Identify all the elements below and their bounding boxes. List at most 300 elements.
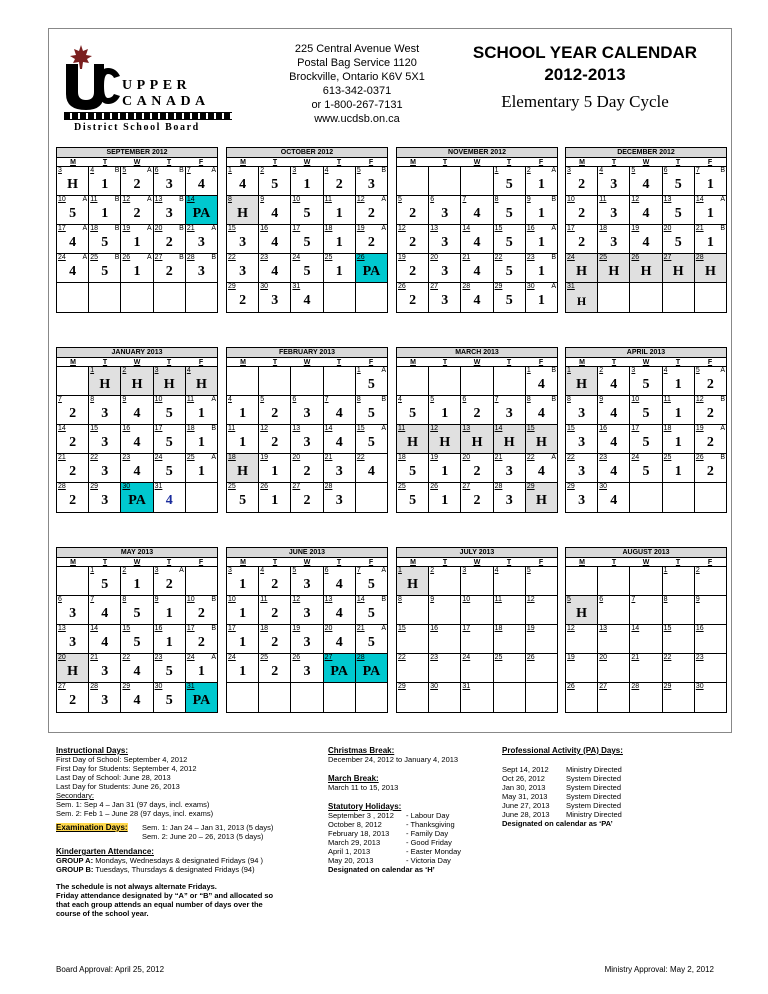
weekday-header — [57, 158, 217, 167]
date-number: 4 — [228, 396, 232, 403]
cycle-day: 3 — [101, 664, 109, 679]
day-cell — [663, 654, 695, 682]
day-cell — [566, 254, 598, 282]
cycle-day: 3 — [101, 693, 109, 708]
cycle-day: 3 — [610, 235, 618, 250]
statutory-holiday-row — [328, 838, 498, 847]
kg-group-a-text: Mondays, Wednesdays & designated Fridays (94 ) — [95, 856, 264, 865]
day-cell — [154, 254, 186, 282]
cycle-day: 5 — [133, 635, 141, 650]
week-row — [57, 283, 217, 312]
weekday-label: F — [368, 559, 374, 566]
board-approval: Board Approval: April 25, 2012 — [56, 965, 165, 974]
day-cell — [259, 167, 291, 195]
cycle-day: 4 — [610, 493, 618, 508]
day-cell — [663, 567, 695, 595]
day-cell — [526, 683, 557, 712]
date-number: 5 — [122, 167, 127, 174]
date-number: 11 — [90, 196, 98, 203]
cycle-day: 1 — [197, 406, 205, 421]
cycle-day: 3 — [505, 406, 513, 421]
week-row — [397, 654, 557, 683]
cycle-day: 5 — [409, 406, 417, 421]
day-cell — [663, 196, 695, 224]
cycle-day: 4 — [473, 264, 481, 279]
cycle-day: 4 — [165, 493, 173, 508]
week-row — [227, 596, 387, 625]
cycle-day: PA — [330, 664, 349, 679]
day-cell — [186, 625, 217, 653]
month-name: AUGUST 2013 — [566, 548, 726, 558]
footer-middle-column — [328, 746, 498, 874]
day-cell — [259, 567, 291, 595]
day-cell — [259, 254, 291, 282]
cycle-day: 5 — [642, 406, 650, 421]
day-cell — [397, 625, 429, 653]
cycle-day: 2 — [409, 293, 417, 308]
kindergarten-group: A — [82, 196, 88, 203]
cycle-day: 1 — [335, 206, 343, 221]
cycle-day: 1 — [537, 264, 545, 279]
cycle-day: H — [576, 377, 588, 392]
day-cell — [526, 196, 557, 224]
date-number: 17 — [228, 625, 236, 632]
date-number: 15 — [526, 425, 535, 432]
day-cell — [57, 425, 89, 453]
day-cell — [566, 425, 598, 453]
day-cell — [461, 567, 493, 595]
statutory-holiday-row — [328, 811, 498, 820]
cycle-day: 2 — [303, 464, 311, 479]
date-number: 18 — [398, 454, 406, 461]
date-number: 4 — [324, 167, 329, 174]
cycle-day: 5 — [505, 235, 513, 250]
kindergarten-group: A — [720, 196, 726, 203]
pa-day-row — [502, 792, 726, 801]
date-number: 24 — [186, 654, 195, 661]
cycle-day: 3 — [101, 493, 109, 508]
kindergarten-group: A — [211, 454, 217, 461]
date-number: 24 — [58, 254, 66, 261]
cycle-day: 5 — [133, 606, 141, 621]
holiday-name: - Family Day — [406, 829, 449, 838]
date-number: 20 — [462, 454, 471, 461]
kindergarten-group: B — [381, 396, 387, 403]
cycle-day: 1 — [133, 577, 141, 592]
cycle-day: 4 — [335, 406, 343, 421]
day-cell — [695, 283, 726, 312]
cycle-day: 1 — [441, 493, 449, 508]
date-number: 12 — [567, 625, 575, 632]
day-cell — [291, 283, 323, 312]
day-cell — [526, 225, 557, 253]
day-cell — [186, 367, 217, 395]
board-address — [272, 42, 442, 126]
cycle-day: 5 — [505, 177, 513, 192]
cycle-day: 4 — [133, 464, 141, 479]
cycle-day: 3 — [610, 177, 618, 192]
day-cell — [121, 567, 153, 595]
day-cell — [695, 225, 726, 253]
day-cell — [356, 425, 387, 453]
cycle-day: 4 — [473, 235, 481, 250]
pa-date: Jan 30, 2013 — [502, 783, 546, 792]
cycle-day: 5 — [505, 206, 513, 221]
week-row — [227, 367, 387, 396]
cycle-day: 5 — [271, 177, 279, 192]
day-cell — [566, 367, 598, 395]
day-cell — [630, 567, 662, 595]
day-cell — [429, 396, 461, 424]
day-cell — [259, 283, 291, 312]
date-number: 7 — [695, 167, 700, 174]
cycle-day: 5 — [367, 635, 375, 650]
footer-left-column — [56, 746, 326, 918]
date-number: 3 — [58, 167, 62, 174]
day-cell — [186, 454, 217, 482]
date-number: 8 — [398, 596, 402, 603]
cycle-day: 4 — [537, 377, 545, 392]
date-number: 21 — [695, 225, 704, 232]
weekday-label: F — [198, 559, 204, 566]
date-number: 14 — [324, 425, 333, 432]
day-cell — [154, 167, 186, 195]
week-row — [566, 425, 726, 454]
weekday-label: T — [442, 559, 448, 566]
day-cell — [57, 167, 89, 195]
date-number: 31 — [154, 483, 163, 490]
day-cell — [526, 567, 557, 595]
month-calendar — [565, 347, 727, 513]
cycle-day: H — [503, 435, 515, 450]
kindergarten-group: B — [211, 625, 217, 632]
day-cell — [598, 454, 630, 482]
date-number: 25 — [186, 454, 195, 461]
kg-group-a-label: GROUP A: — [56, 856, 94, 865]
cycle-day: 3 — [239, 235, 247, 250]
week-row — [227, 283, 387, 312]
weekday-label: T — [442, 359, 448, 366]
day-cell — [598, 683, 630, 712]
day-cell — [526, 396, 557, 424]
cycle-day: 2 — [706, 435, 714, 450]
date-number: 9 — [122, 396, 127, 403]
instructional-line: Last Day for Students: June 26, 2013 — [56, 782, 180, 791]
day-cell — [227, 654, 259, 682]
cycle-day: 5 — [674, 235, 682, 250]
pa-day-row — [502, 765, 726, 774]
day-cell — [89, 596, 121, 624]
day-cell — [461, 367, 493, 395]
cycle-day: 2 — [165, 235, 173, 250]
day-cell — [598, 167, 630, 195]
weekday-label: T — [336, 559, 342, 566]
address-line: Postal Bag Service 1120 — [297, 57, 417, 69]
weekday-label: M — [579, 159, 585, 166]
day-cell — [186, 596, 217, 624]
day-cell — [259, 425, 291, 453]
day-cell — [663, 425, 695, 453]
cycle-day: 3 — [578, 435, 586, 450]
date-number: 20 — [599, 654, 607, 661]
day-cell — [526, 454, 557, 482]
kindergarten-group: B — [114, 225, 120, 232]
week-row — [227, 483, 387, 512]
pa-day-row — [502, 801, 726, 810]
christmas-break-dates: December 24, 2012 to January 4, 2013 — [328, 755, 459, 764]
day-cell — [630, 625, 662, 653]
date-number: 20 — [663, 225, 672, 232]
day-cell — [291, 367, 323, 395]
date-number: 14 — [462, 225, 471, 232]
cycle-day: 1 — [239, 606, 247, 621]
day-cell — [461, 483, 493, 512]
day-cell — [663, 367, 695, 395]
address-line: Brockville, Ontario K6V 5X1 — [289, 71, 425, 83]
date-number: 16 — [695, 625, 704, 632]
weekday-label: F — [707, 159, 713, 166]
day-cell — [259, 396, 291, 424]
date-number: 8 — [567, 396, 571, 403]
week-row — [227, 454, 387, 483]
exam-sem-1: Sem. 1: Jan 24 – Jan 31, 2013 (5 days) — [142, 823, 274, 832]
cycle-day: 2 — [271, 435, 279, 450]
cycle-day: 5 — [674, 206, 682, 221]
day-cell — [461, 625, 493, 653]
date-number: 23 — [430, 654, 438, 661]
day-cell — [566, 596, 598, 624]
cycle-day: 5 — [165, 464, 173, 479]
date-number: 27 — [430, 283, 438, 290]
statutory-holiday-row — [328, 820, 498, 829]
date-number: 2 — [430, 567, 435, 574]
date-number: 13 — [58, 625, 66, 632]
uc-monogram-icon — [62, 56, 122, 112]
day-cell — [598, 483, 630, 512]
day-cell — [494, 683, 526, 712]
day-cell — [566, 483, 598, 512]
date-number: 9 — [430, 596, 435, 603]
date-number: 19 — [398, 254, 406, 261]
date-number: 11 — [260, 596, 268, 603]
date-number: 1 — [90, 367, 95, 374]
date-number: 19 — [695, 425, 704, 432]
cycle-day: PA — [192, 206, 211, 221]
weekday-label: M — [579, 359, 585, 366]
holiday-date: September 3 , 2012 — [328, 811, 394, 820]
pa-legend: Designated on calendar as ‘PA’ — [502, 819, 613, 828]
date-number: 14 — [58, 425, 66, 432]
weekday-header — [227, 558, 387, 567]
cycle-day: 3 — [197, 235, 205, 250]
cycle-day: 2 — [303, 493, 311, 508]
day-cell — [259, 225, 291, 253]
day-cell — [291, 225, 323, 253]
kindergarten-group: A — [82, 225, 88, 232]
date-number: 16 — [122, 425, 131, 432]
day-cell — [566, 283, 598, 312]
cycle-day: 2 — [133, 177, 141, 192]
day-cell — [227, 596, 259, 624]
date-number: 15 — [663, 625, 672, 632]
weekday-label: M — [410, 359, 416, 366]
day-cell — [494, 225, 526, 253]
cycle-day: 3 — [441, 264, 449, 279]
date-number: 31 — [462, 683, 471, 690]
date-number: 8 — [90, 396, 95, 403]
cycle-day: 5 — [642, 435, 650, 450]
date-number: 6 — [430, 196, 435, 203]
date-number: 10 — [228, 596, 236, 603]
day-cell — [227, 167, 259, 195]
date-number: 17 — [462, 625, 471, 632]
day-cell — [526, 596, 557, 624]
cycle-day: H — [704, 264, 716, 279]
cycle-day: 2 — [69, 435, 77, 450]
weekday-header — [566, 558, 726, 567]
month-name: NOVEMBER 2012 — [397, 148, 557, 158]
holiday-date: April 1, 2013 — [328, 847, 371, 856]
day-cell — [356, 567, 387, 595]
date-number: 13 — [430, 225, 438, 232]
kindergarten-group: B — [179, 225, 184, 232]
day-cell — [259, 683, 291, 712]
date-number: 31 — [186, 683, 195, 690]
cycle-day: 5 — [367, 435, 375, 450]
instructional-line: First Day of School: September 4, 2012 — [56, 755, 188, 764]
pa-day-row — [502, 783, 726, 792]
kindergarten-group: A — [720, 425, 726, 432]
date-number: 29 — [228, 283, 236, 290]
day-cell — [429, 454, 461, 482]
date-number: 18 — [90, 225, 98, 232]
date-number: 5 — [526, 567, 531, 574]
date-number: 22 — [122, 654, 131, 661]
day-cell — [186, 396, 217, 424]
day-cell — [154, 483, 186, 512]
day-cell — [397, 454, 429, 482]
cycle-day: 2 — [409, 206, 417, 221]
cycle-day: 2 — [271, 606, 279, 621]
date-number: 17 — [186, 625, 195, 632]
day-cell — [429, 425, 461, 453]
pa-date: June 28, 2013 — [502, 810, 550, 819]
cycle-day: 4 — [239, 177, 247, 192]
cycle-day: 3 — [335, 464, 343, 479]
day-cell — [663, 596, 695, 624]
day-cell — [526, 254, 557, 282]
weekday-label: W — [133, 359, 141, 366]
semester-2: Sem. 2: Feb 1 – June 28 (97 days, incl. exams) — [56, 809, 214, 818]
cycle-day: 3 — [101, 406, 109, 421]
date-number: 29 — [567, 483, 575, 490]
weekday-label: T — [102, 559, 108, 566]
date-number: 20 — [292, 454, 301, 461]
cycle-day: 4 — [335, 606, 343, 621]
date-number: 15 — [398, 625, 406, 632]
kg-note: The schedule is not always alternate Fridays. — [56, 882, 217, 891]
cycle-day: 2 — [239, 293, 247, 308]
day-cell — [461, 196, 493, 224]
day-cell — [598, 283, 630, 312]
date-number: 12 — [292, 596, 301, 603]
date-number: 8 — [526, 396, 531, 403]
weekday-label: T — [166, 159, 172, 166]
weekday-header — [57, 358, 217, 367]
cycle-day: 3 — [505, 493, 513, 508]
date-number: 5 — [356, 167, 361, 174]
day-cell — [259, 367, 291, 395]
week-row — [566, 483, 726, 512]
cycle-day: 5 — [642, 464, 650, 479]
week-row — [57, 625, 217, 654]
weekday-label: T — [611, 559, 617, 566]
day-cell — [227, 567, 259, 595]
cycle-day: 2 — [271, 406, 279, 421]
date-number: 3 — [228, 567, 232, 574]
cycle-day: H — [576, 294, 587, 308]
cycle-day: 2 — [409, 235, 417, 250]
cycle-day: 5 — [409, 493, 417, 508]
cycle-day: 2 — [69, 493, 77, 508]
date-number: 5 — [292, 567, 297, 574]
date-number: 19 — [631, 225, 640, 232]
week-row — [57, 454, 217, 483]
day-cell — [630, 483, 662, 512]
date-number: 5 — [398, 196, 402, 203]
day-cell — [663, 254, 695, 282]
cycle-day: 2 — [335, 177, 343, 192]
date-number: 3 — [462, 567, 467, 574]
day-cell — [57, 225, 89, 253]
day-cell — [356, 196, 387, 224]
date-number: 8 — [122, 596, 127, 603]
day-cell — [259, 625, 291, 653]
cycle-day: 1 — [239, 435, 247, 450]
date-number: 30 — [430, 683, 438, 690]
day-cell — [461, 167, 493, 195]
day-cell — [324, 654, 356, 682]
date-number: 9 — [154, 596, 159, 603]
week-row — [566, 454, 726, 483]
month-calendar — [565, 547, 727, 713]
week-row — [57, 254, 217, 283]
day-cell — [526, 483, 557, 512]
date-number: 15 — [567, 425, 575, 432]
day-cell — [227, 454, 259, 482]
ministry-approval: Ministry Approval: May 2, 2012 — [604, 965, 714, 974]
date-number: 17 — [567, 225, 575, 232]
instructional-line: Last Day of School: June 28, 2013 — [56, 773, 171, 782]
day-cell — [259, 483, 291, 512]
date-number: 15 — [122, 625, 131, 632]
date-number: 19 — [122, 225, 131, 232]
date-number: 18 — [324, 225, 333, 232]
cycle-day: H — [237, 206, 249, 221]
date-number: 24 — [567, 254, 575, 261]
day-cell — [695, 425, 726, 453]
cycle-day: 3 — [69, 635, 77, 650]
date-number: 4 — [186, 367, 191, 374]
cycle-day: 2 — [165, 264, 173, 279]
date-number: 21 — [631, 654, 640, 661]
exam-days-title: Examination Days: — [56, 823, 128, 832]
date-number: 17 — [58, 225, 66, 232]
weekday-header — [57, 558, 217, 567]
day-cell — [89, 367, 121, 395]
day-cell — [695, 683, 726, 712]
day-cell — [227, 254, 259, 282]
